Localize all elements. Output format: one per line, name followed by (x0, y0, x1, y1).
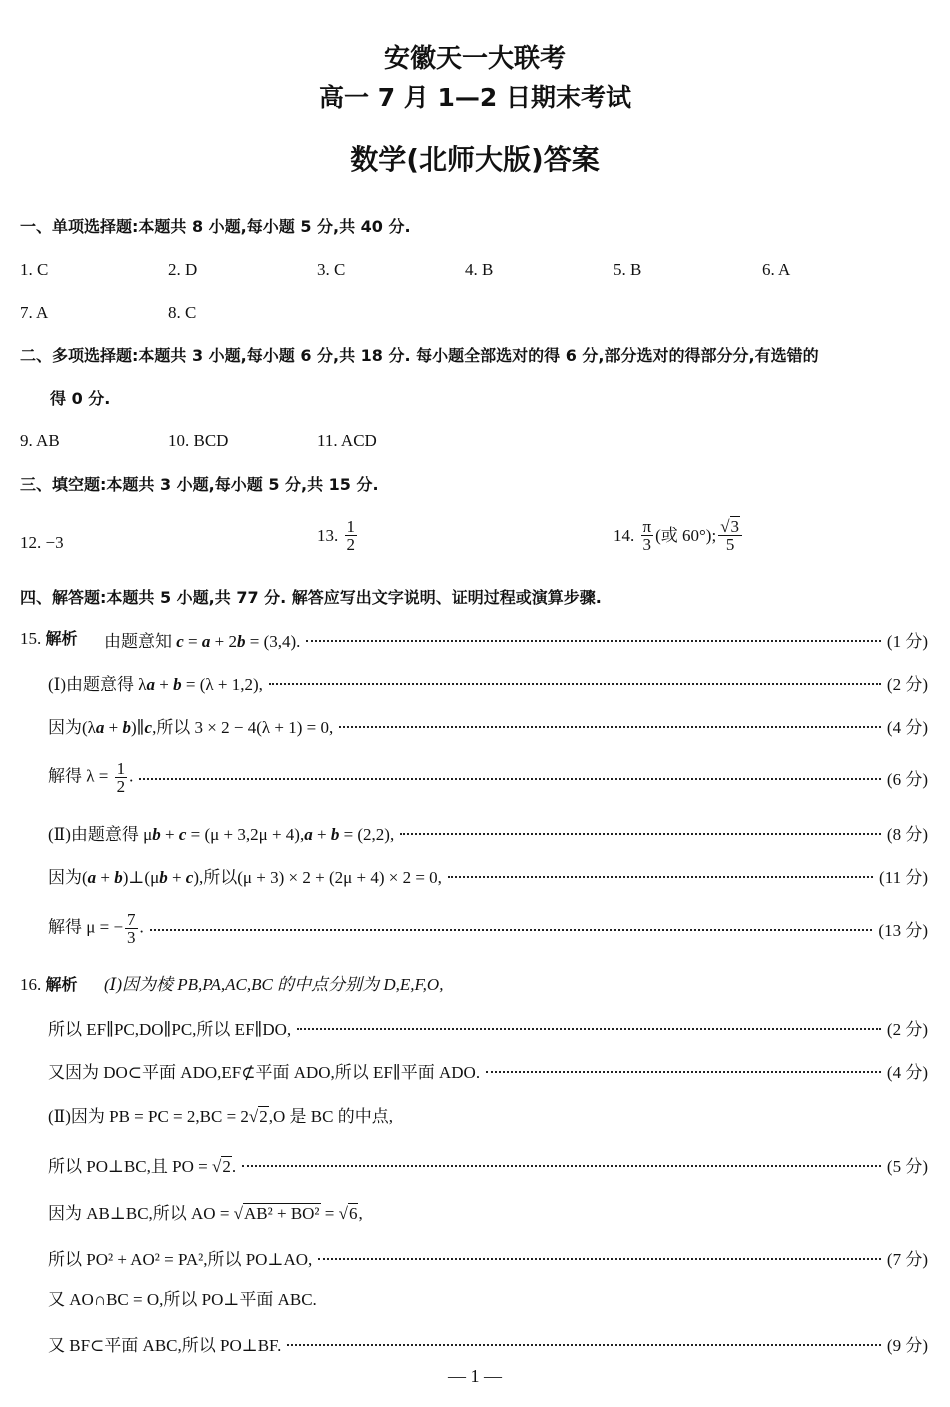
q16-line-1: (Ⅰ)因为棱 PB,PA,AC,BC 的中点分别为 D,E,F,O, (104, 975, 444, 994)
q15-score-2: (2 分) (886, 674, 928, 694)
q16-score-7: (7 分) (886, 1249, 928, 1269)
section1-title: 一、单项选择题:本题共 8 小题,每小题 5 分,共 40 分. (20, 217, 411, 236)
q15-line-3: 因为(λa + b)∥c,所以 3 × 2 − 4(λ + 1) = 0, (4 分) (48, 710, 928, 740)
q16-score-3: (4 分) (886, 1062, 928, 1082)
q16-score-9: (9 分) (886, 1335, 928, 1355)
q16-number: 16. 解析 (20, 975, 78, 994)
q16-line-5: 所以 PO⊥BC,且 PO = √2. (5 分) (48, 1149, 928, 1179)
section2-title-cont: 得 0 分. (50, 389, 111, 408)
section4-title: 四、解答题:本题共 5 小题,共 77 分. 解答应写出文字说明、证明过程或演算步骤. (20, 588, 602, 607)
q16-score-2: (2 分) (886, 1019, 928, 1039)
page-number: — 1 — (448, 1366, 502, 1386)
q15-line-7: 解得 μ = − $\frac{7}{3}$ . (13 分) (48, 909, 928, 947)
q16-line-4: (Ⅱ)因为 PB = PC = 2,BC = 2√2,O 是 BC 的中点, (48, 1107, 393, 1126)
section3-title: 三、填空题:本题共 3 小题,每小题 5 分,共 15 分. (20, 475, 379, 494)
header-title-2: 高一 7 月 1—2 日期末考试 (318, 83, 631, 112)
q16-line-2: 所以 EF∥PC,DO∥PC,所以 EF∥DO, (2 分) (48, 1012, 928, 1042)
header-title-3: 数学(北师大版)答案 (350, 143, 600, 176)
answer-6: 6. A (762, 260, 791, 279)
q15-score-7: (13 分) (878, 920, 928, 940)
q15-score-3: (4 分) (886, 717, 928, 737)
q15-line-2: (Ⅰ)由题意得 λa + b = (λ + 1,2), (2 分) (48, 667, 928, 697)
q16-score-5: (5 分) (886, 1156, 928, 1176)
answer-5: 5. B (613, 260, 642, 279)
answer-2: 2. D (168, 260, 198, 279)
answer-10: 10. BCD (168, 431, 229, 450)
q16-line-7: 所以 PO² + AO² = PA²,所以 PO⊥AO, (7 分) (48, 1242, 928, 1272)
q16-line-8: 又 AO∩BC = O,所以 PO⊥平面 ABC. (48, 1290, 317, 1309)
section2-title: 二、多项选择题:本题共 3 小题,每小题 6 分,共 18 分. 每小题全部选对的得 6 分,部分选对的得部分分,有选错的 (20, 346, 819, 365)
q15-line-6: 因为(a + b)⊥(μb + c),所以(μ + 3) × 2 + (2μ + 4) × 2 = 0, (11 分) (48, 860, 928, 890)
answer-12: 12. −3 (20, 533, 64, 552)
header-title-1: 安徽天一大联考 (383, 44, 566, 74)
q16-line-6: 因为 AB⊥BC,所以 AO = √AB² + BO² = √6, (48, 1204, 363, 1223)
q15-number: 15. 解析 (20, 629, 78, 648)
q15-score-5: (8 分) (886, 824, 928, 844)
q15-score-6: (11 分) (879, 867, 928, 887)
q15-score-1: (1 分) (886, 631, 928, 651)
answer-1: 1. C (20, 260, 49, 279)
answer-7: 7. A (20, 303, 49, 322)
q15-line-1: 由题意知 c = a + 2b = (3,4). (1 分) (104, 624, 928, 654)
q15-score-4: (6 分) (886, 769, 928, 789)
answer-9: 9. AB (20, 431, 60, 450)
q15-line-4: 解得 λ = $\frac{1}{2}$ . (6 分) (48, 758, 928, 796)
answer-11: 11. ACD (317, 431, 377, 450)
answer-4: 4. B (465, 260, 494, 279)
q15-line-5: (Ⅱ)由题意得 μb + c = (μ + 3,2μ + 4),a + b = (2,2), (8 分) (48, 817, 928, 847)
answer-14: 14. $\frac{\pi}{3}$ (或 60°); $\frac{√3}{5}$ (613, 518, 744, 553)
answer-3: 3. C (317, 260, 346, 279)
answer-8: 8. C (168, 303, 197, 322)
q16-line-3: 又因为 DO⊂平面 ADO,EF⊄平面 ADO,所以 EF∥平面 ADO. (4 分) (48, 1055, 928, 1085)
answer-13: 13. $\frac{1}{2}$ (317, 517, 355, 554)
q16-line-9: 又 BF⊂平面 ABC,所以 PO⊥BF. (9 分) (48, 1328, 928, 1358)
